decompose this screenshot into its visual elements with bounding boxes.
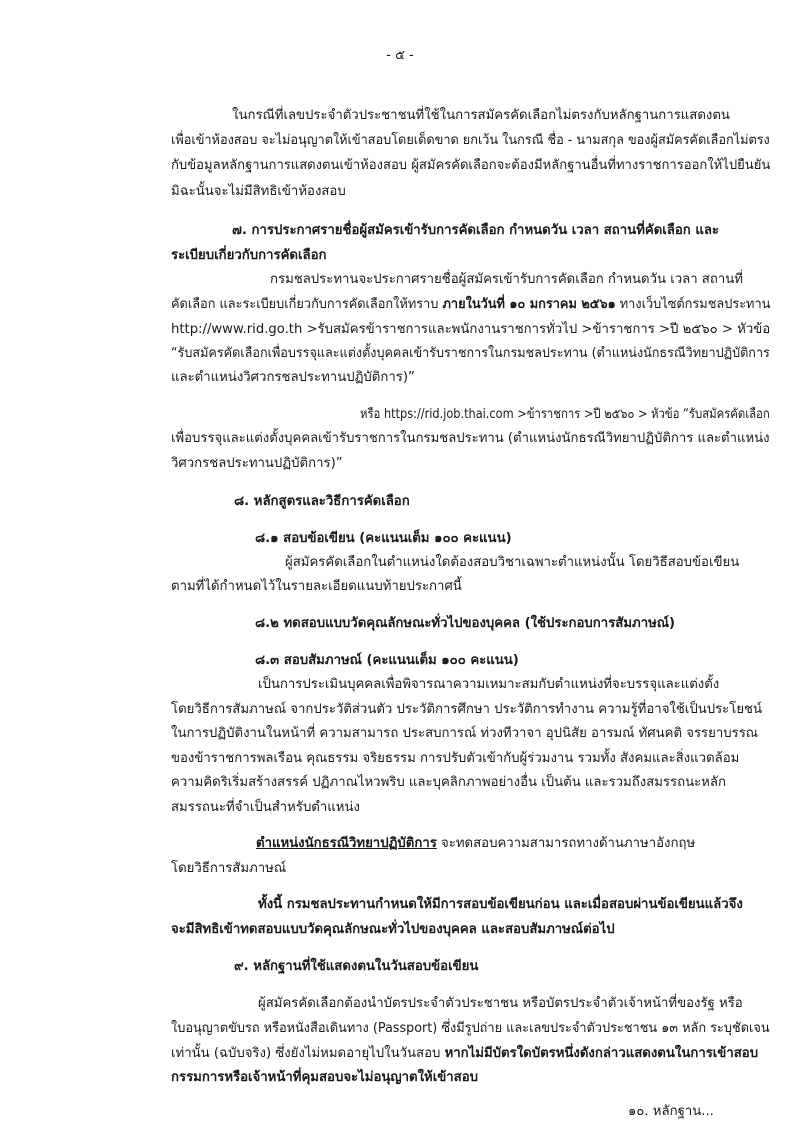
announcement-date: ภายในวันที่ ๑๐ มกราคม ๒๕๖๑	[442, 297, 616, 312]
intro-line-2: เพื่อเข้าห้องสอบ จะไม่อนุญาตให้เข้าสอบโดยเด็ดขาด ยกเว้น ในกรณี ชื่อ - นามสกุล ของผู้สมัครคัดเลือกไม่ตรง	[171, 133, 770, 148]
section7-heading-line-2: ระเบียบเกี่ยวกับการคัดเลือก	[171, 248, 327, 263]
intro-line-1: ในกรณีที่เลขประจำตัวประชาชนที่ใช้ในการสมัครคัดเลือกไม่ตรงกับหลักฐานการแสดงตน	[232, 108, 730, 123]
section7-para1-line-2: คัดเลือก และระเบียบเกี่ยวกับการคัดเลือกให้ทราบ ภายในวันที่ ๑๐ มกราคม ๒๕๖๑ ทางเว็บไซต์กรมชลประทาน	[171, 297, 771, 312]
section8-3-heading: ๘.๓ สอบสัมภาษณ์ (คะแนนเต็ม ๑๐๐ คะแนน)	[255, 653, 519, 668]
section8-1-heading: ๘.๑ สอบข้อเขียน (คะแนนเต็ม ๑๐๐ คะแนน)	[255, 531, 512, 546]
section8-3-line-5: ความคิดริเริ่มสร้างสรรค์ ปฏิภาณไหวพริบ และบุคลิกภาพอย่างอื่น เป็นต้น และรวมถึงสมรรถนะหลัก	[171, 775, 726, 790]
section8-3-line-6: สมรรถนะที่จำเป็นสำหรับตำแหน่ง	[171, 800, 360, 815]
section8-3-line-4: ของข้าราชการพลเรือน คุณธรรม จริยธรรม การปรับตัวเข้ากับผู้ร่วมงาน รวมทั้ง สังคมและสิ่งแวดล้อม	[171, 751, 740, 766]
section8-note-line-1: ทั้งนี้ กรมชลประทานกำหนดให้มีการสอบข้อเขียนก่อน และเมื่อสอบผ่านข้อเขียนแล้วจึง	[258, 897, 743, 912]
section7-para2-line-1: หรือ https://rid.job.thai.com >ข้าราชการ >ปี ๒๕๖๐ > หัวข้อ “รับสมัครคัดเลือก	[360, 407, 770, 422]
section8-2-heading: ๘.๒ ทดสอบแบบวัดคุณลักษณะทั่วไปของบุคคล (ใช้ประกอบการสัมภาษณ์)	[255, 616, 676, 631]
section7-para1-line-1: กรมชลประทานจะประกาศรายชื่อผู้สมัครเข้ารับการคัดเลือก กำหนดวัน เวลา สถานที่	[270, 272, 743, 287]
section7-para1-line-4: “รับสมัครคัดเลือกเพื่อบรรจุและแต่งตั้งบุคคลเข้ารับราชการในกรมชลประทาน (ตำแหน่งนักธรณีวิทยาปฏิบัติการ	[171, 346, 770, 361]
section8-3-line-3: ในการปฏิบัติงานในหน้าที่ ความสามารถ ประสบการณ์ ท่วงทีวาจา อุปนิสัย อารมณ์ ทัศนคติ จรรยาบรรณ	[171, 726, 759, 741]
section9-line-4: กรรมการหรือเจ้าหน้าที่คุมสอบจะไม่อนุญาตให้เข้าสอบ	[171, 1070, 478, 1085]
section7-para2-line-3: วิศวกรชลประทานปฏิบัติการ)”	[171, 456, 343, 471]
section8-3-line-1: เป็นการประเมินบุคคลเพื่อพิจารณาความเหมาะสมกับตำแหน่งที่จะบรรจุและแต่งตั้ง	[258, 677, 720, 692]
section8-note-line-2: จะมีสิทธิเข้าทดสอบแบบวัดคุณลักษณะทั่วไปของบุคคล และสอบสัมภาษณ์ต่อไป	[171, 922, 615, 937]
section7-para2-line-2: เพื่อบรรจุและแต่งตั้งบุคคลเข้ารับราชการในกรมชลประทาน (ตำแหน่งนักธรณีวิทยาปฏิบัติการ และตำแหน่ง	[171, 431, 770, 446]
intro-line-3: กับข้อมูลหลักฐานการแสดงตนเข้าห้องสอบ ผู้สมัครคัดเลือกจะต้องมีหลักฐานอื่นที่ทางราชการออกให้ไปยืนยัน	[171, 158, 771, 173]
section7-para1-line-3: http://www.rid.go.th >รับสมัครข้าราชการและพนักงานราชการทั่วไป >ข้าราชการ >ปี ๒๕๖๐ > หัวข้อ	[171, 322, 771, 337]
section9-heading: ๙. หลักฐานที่ใช้แสดงตนในวันสอบข้อเขียน	[234, 959, 479, 974]
section7-heading-line-1: ๗. การประกาศรายชื่อผู้สมัครเข้ารับการคัดเลือก กำหนดวัน เวลา สถานที่คัดเลือก และ	[232, 223, 720, 238]
section9-line-3: เท่านั้น (ฉบับจริง) ซึ่งยังไม่หมดอายุไปในวันสอบ หากไม่มีบัตรใดบัตรหนึ่งดังกล่าวแสดงตนในการเข้าสอบ	[171, 1046, 759, 1061]
geology-position-line-1: ตำแหน่งนักธรณีวิทยาปฏิบัติการ จะทดสอบความสามารถทางด้านภาษาอังกฤษ	[256, 836, 696, 851]
next-page-continuation: ๑๐. หลักฐาน...	[628, 1104, 714, 1119]
section8-3-line-2: โดยวิธีการสัมภาษณ์ จากประวัติส่วนตัว ประวัติการศึกษา ประวัติการทำงาน ความรู้ที่อาจใช้เป็นประโยชน์	[171, 702, 763, 717]
section8-1-line-2: ตามที่ได้กำหนดไว้ในรายละเอียดแนบท้ายประกาศนี้	[171, 579, 462, 594]
section7-para1-line-5: และตำแหน่งวิศวกรชลประทานปฏิบัติการ)”	[171, 370, 415, 385]
section8-heading: ๘. หลักสูตรและวิธีการคัดเลือก	[234, 494, 410, 509]
geology-position-label: ตำแหน่งนักธรณีวิทยาปฏิบัติการ	[256, 836, 437, 851]
intro-line-4: มิฉะนั้นจะไม่มีสิทธิเข้าห้องสอบ	[171, 184, 346, 199]
page-number: - ๕ -	[386, 48, 414, 63]
section9-warning: หากไม่มีบัตรใดบัตรหนึ่งดังกล่าวแสดงตนในการเข้าสอบ	[444, 1046, 759, 1061]
geology-position-line-2: โดยวิธีการสัมภาษณ์	[171, 861, 287, 876]
section9-line-1: ผู้สมัครคัดเลือกต้องนำบัตรประจำตัวประชาชน หรือบัตรประจำตัวเจ้าหน้าที่ของรัฐ หรือ	[258, 996, 743, 1011]
section8-1-line-1: ผู้สมัครคัดเลือกในตำแหน่งใดต้องสอบวิชาเฉพาะตำแหน่งนั้น โดยวิธีสอบข้อเขียน	[285, 555, 740, 570]
section9-line-2: ใบอนุญาตขับรถ หรือหนังสือเดินทาง (Passport) ซึ่งมีรูปถ่าย และเลขประจำตัวประชาชน ๑๓ หลัก ระบุชัดเจน	[171, 1021, 770, 1036]
